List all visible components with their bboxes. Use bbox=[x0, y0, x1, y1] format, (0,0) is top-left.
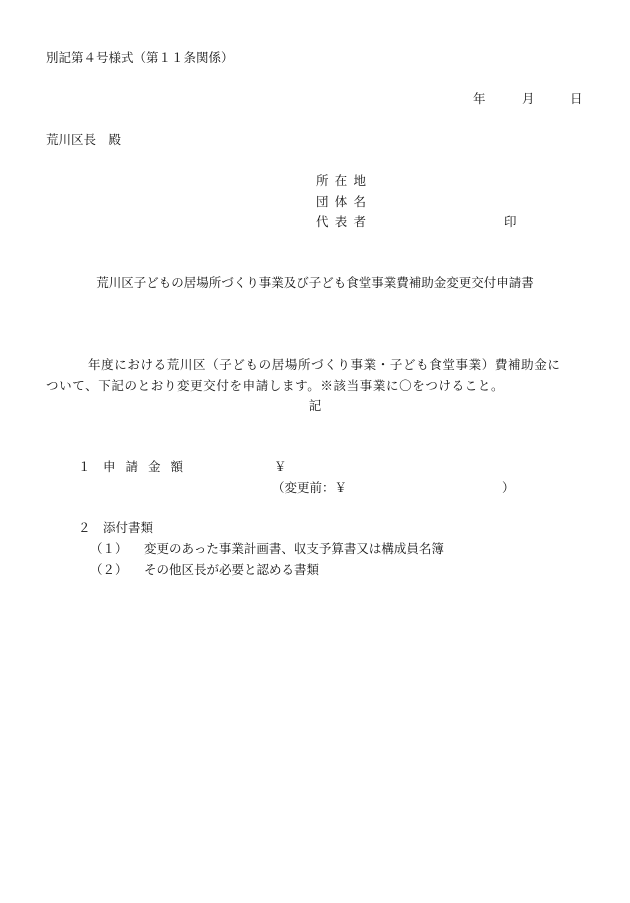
addressee: 荒川区長 殿 bbox=[46, 132, 122, 147]
subitem-2-text: その他区長が必要と認める書類 bbox=[144, 562, 320, 577]
address-label: 所在地 bbox=[316, 173, 373, 188]
item-2-label: 添付書類 bbox=[103, 520, 154, 535]
item-2-number: ２ bbox=[78, 520, 91, 535]
item-1-number: １ bbox=[78, 459, 91, 474]
date-day: 日 bbox=[570, 91, 583, 106]
item-1-label: 申請金額 bbox=[103, 459, 194, 474]
ki-heading: 記 bbox=[308, 398, 322, 413]
subitem-1-text: 変更のあった事業計画書、収支予算書又は構成員名簿 bbox=[144, 541, 444, 556]
representative-label: 代表者 bbox=[316, 214, 373, 229]
form-number: 別記第４号様式（第１１条関係） bbox=[46, 50, 234, 65]
item-1-before-open: （変更前：￥ bbox=[272, 480, 348, 495]
body-line-1: 年度における荒川区（子どもの居場所づくり事業・子ども食堂事業）費補助金に bbox=[88, 357, 561, 372]
group-name-label: 団体名 bbox=[316, 194, 373, 209]
subitem-1-number: （１） bbox=[90, 541, 128, 556]
item-1-yen: ￥ bbox=[274, 459, 287, 474]
seal-mark: 印 bbox=[504, 214, 517, 229]
body-line-2: ついて、下記のとおり変更交付を申請します。※該当事業に〇をつけること。 bbox=[46, 378, 505, 393]
item-1-before-close: ） bbox=[502, 480, 515, 495]
date-month: 月 bbox=[522, 91, 535, 106]
date-year: 年 bbox=[473, 91, 486, 106]
document-title: 荒川区子どもの居場所づくり事業及び子ども食堂事業費補助金変更交付申請書 bbox=[96, 275, 534, 290]
subitem-2-number: （２） bbox=[90, 562, 128, 577]
